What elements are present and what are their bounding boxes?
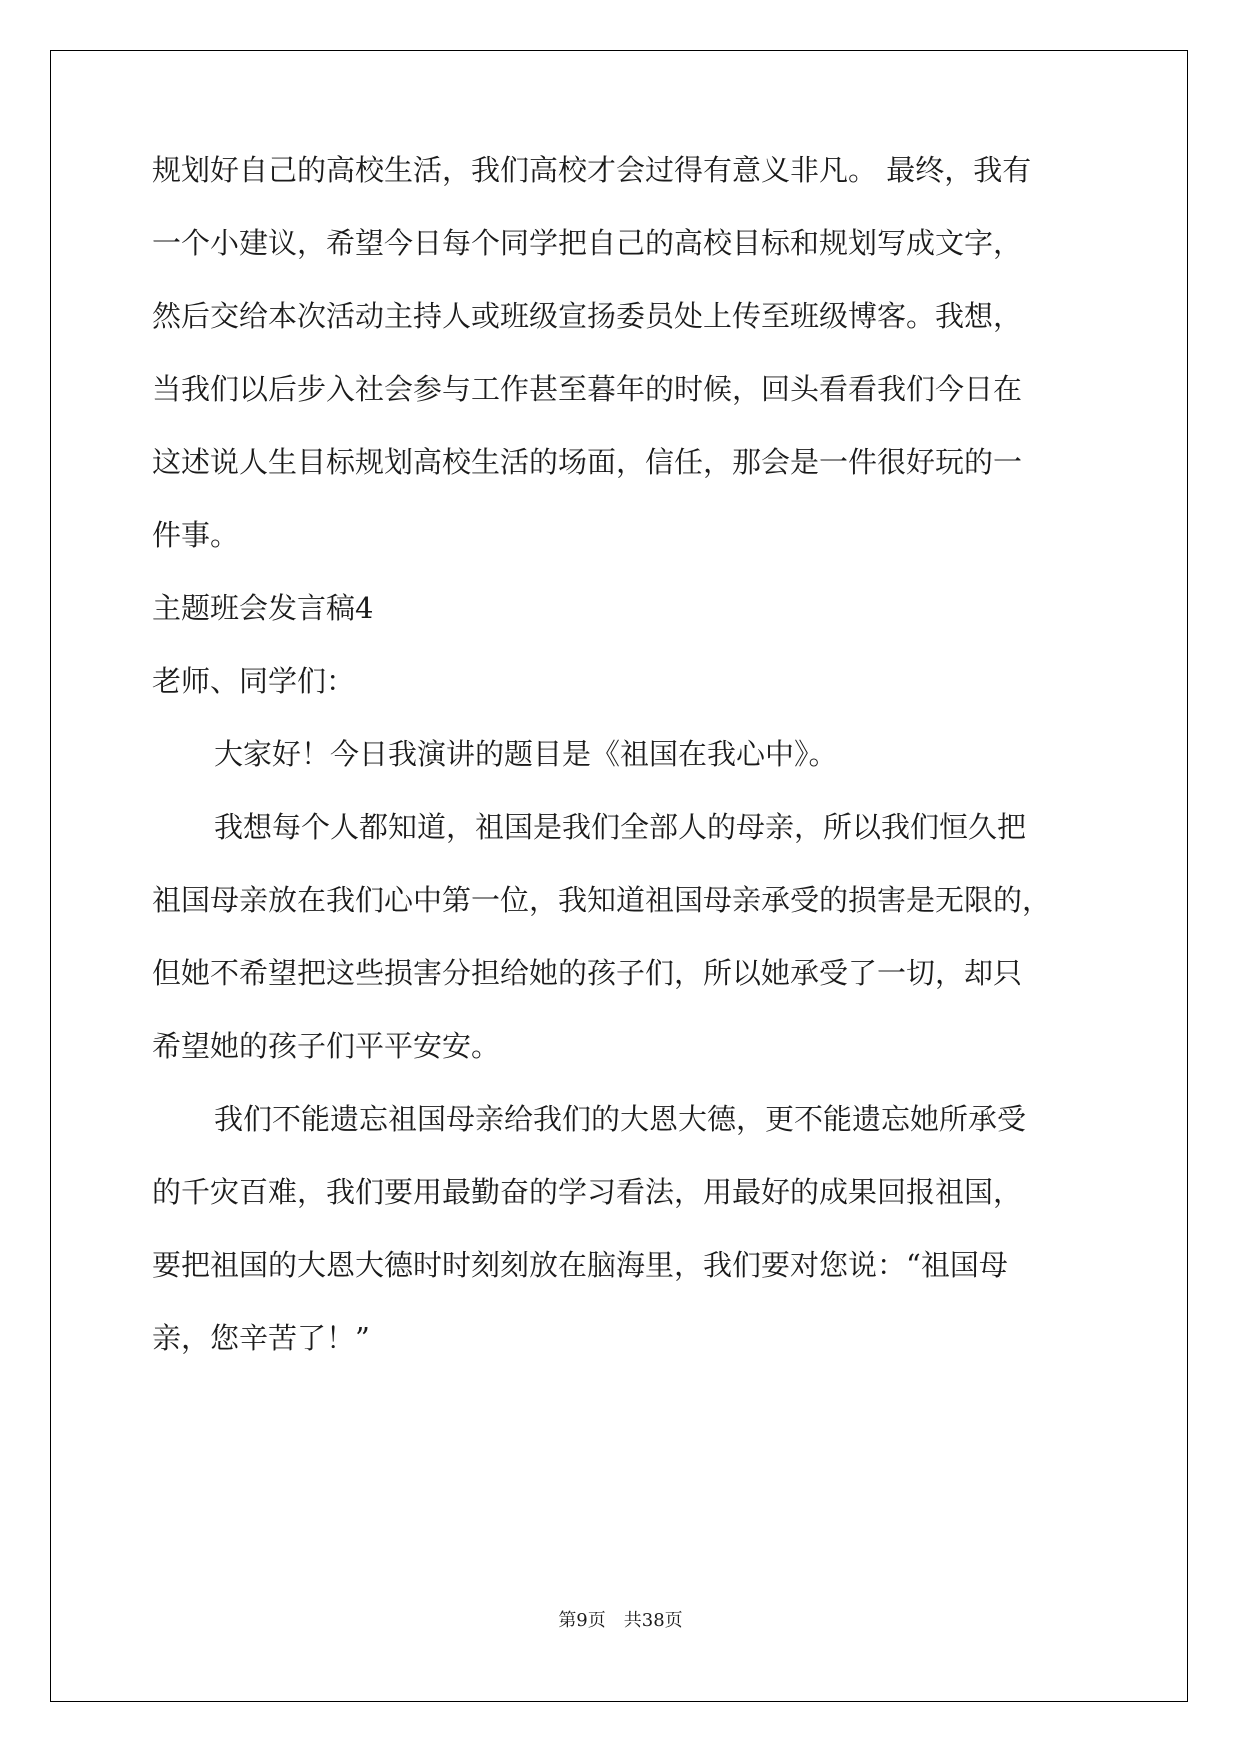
paragraph-3-line-2: 的千灾百难，我们要用最勤奋的学习看法，用最好的成果回报祖国， bbox=[152, 1175, 1023, 1209]
body-line-6: 件事。 bbox=[152, 518, 240, 552]
paragraph-3-line-4: 亲，您辛苦了！” bbox=[152, 1321, 370, 1355]
page-number-footer: 第9页 共38页 bbox=[558, 1610, 683, 1631]
paragraph-2-line-3: 但她不希望把这些损害分担给她的孩子们，所以她承受了一切，却只 bbox=[152, 956, 1023, 990]
paragraph-2-line-1: 我想每个人都知道，祖国是我们全部人的母亲，所以我们恒久把 bbox=[214, 810, 1027, 844]
paragraph-3-line-1: 我们不能遗忘祖国母亲给我们的大恩大德，更不能遗忘她所承受 bbox=[214, 1102, 1027, 1136]
body-line-3: 然后交给本次活动主持人或班级宣扬委员处上传至班级博客。我想， bbox=[152, 299, 1023, 333]
paragraph-3-line-3: 要把祖国的大恩大德时时刻刻放在脑海里，我们要对您说：“祖国母 bbox=[152, 1248, 1008, 1282]
body-line-4: 当我们以后步入社会参与工作甚至暮年的时候，回头看看我们今日在 bbox=[152, 372, 1023, 406]
paragraph-2-line-4: 希望她的孩子们平平安安。 bbox=[152, 1029, 501, 1063]
salutation: 老师、同学们： bbox=[152, 664, 356, 698]
body-line-5: 这述说人生目标规划高校生活的场面，信任，那会是一件很好玩的一 bbox=[152, 445, 1023, 479]
paragraph-1: 大家好！今日我演讲的题目是《祖国在我心中》。 bbox=[214, 737, 838, 771]
paragraph-2-line-2: 祖国母亲放在我们心中第一位，我知道祖国母亲承受的损害是无限的， bbox=[152, 883, 1052, 917]
body-line-1: 规划好自己的高校生活，我们高校才会过得有意义非凡。 最终，我有 bbox=[152, 153, 1032, 187]
section-heading: 主题班会发言稿4 bbox=[152, 591, 374, 625]
body-line-2: 一个小建议，希望今日每个同学把自己的高校目标和规划写成文字， bbox=[152, 226, 1023, 260]
